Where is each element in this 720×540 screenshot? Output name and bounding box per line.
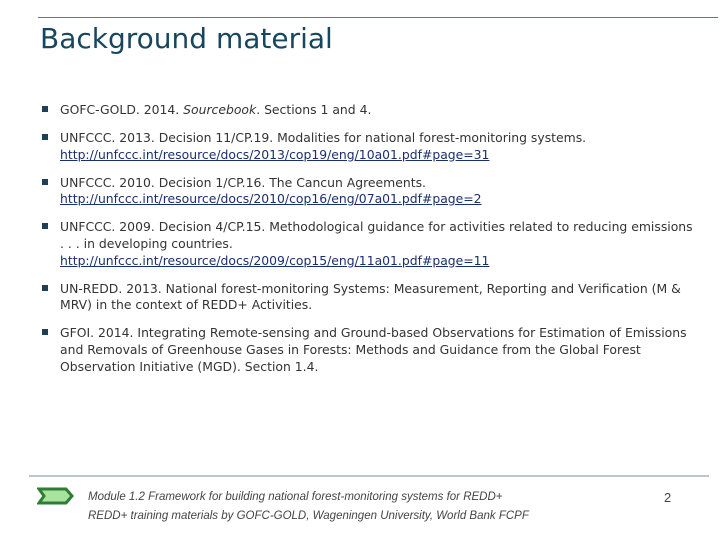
slide-title: Background material [40, 22, 333, 55]
bullet-icon [42, 223, 48, 229]
bullet-icon [42, 106, 48, 112]
reference-list [40, 102, 700, 387]
list-item: UN-REDD. 2013. National forest-monitoring Systems: Measurement, Reporting and Verification (M & MRV) in the context of REDD+ Activities. [40, 281, 700, 314]
page-number: 2 [664, 490, 672, 505]
reference-link[interactable]: http://unfccc.int/resource/docs/2010/cop16/eng/07a01.pdf#page=2 [60, 191, 482, 207]
footer-text [88, 488, 529, 526]
chevron-arrow-icon [37, 487, 75, 505]
bullet-icon [42, 134, 48, 140]
reference-link[interactable]: http://unfccc.int/resource/docs/2009/cop15/eng/11a01.pdf#page=11 [60, 252, 490, 268]
reference-link[interactable]: http://unfccc.int/resource/docs/2013/cop19/eng/10a01.pdf#page=31 [60, 146, 490, 162]
bullet-icon [42, 285, 48, 291]
list-item: UNFCCC. 2013. Decision 11/CP.19. Modalities for national forest-monitoring systems. http://unfccc.int/resource/docs/2013/cop19/eng/10a01.pdf#page=31 [40, 130, 700, 163]
list-item: UNFCCC. 2010. Decision 1/CP.16. The Cancun Agreements. http://unfccc.int/resource/docs/2010/cop16/eng/07a01.pdf#page=2 [40, 175, 700, 208]
bullet-icon [42, 329, 48, 335]
footer-module: Module 1.2 Framework for building national forest-monitoring systems for REDD+ [88, 491, 503, 503]
footer-credits: REDD+ training materials by GOFC-GOLD, Wageningen University, World Bank FCPF [88, 510, 529, 522]
list-item: GOFC-GOLD. 2014. Sourcebook. Sections 1 and 4. [40, 102, 700, 119]
top-divider [38, 17, 718, 18]
list-item: UNFCCC. 2009. Decision 4/CP.15. Methodological guidance for activities related to reducing emissions . . . in developing countries. http://unfccc.int/resource/docs/2009/cop15/eng/11a01.pdf#page=11 [40, 219, 700, 269]
list-item: GFOI. 2014. Integrating Remote-sensing and Ground-based Observations for Estimation of Emissions and Removals of Greenhouse Gases in Forests: Methods and Guidance from the Global Forest Observation Initiative (MGD). Section 1.4. [40, 325, 700, 375]
bullet-icon [42, 179, 48, 185]
footer-divider [29, 475, 709, 477]
